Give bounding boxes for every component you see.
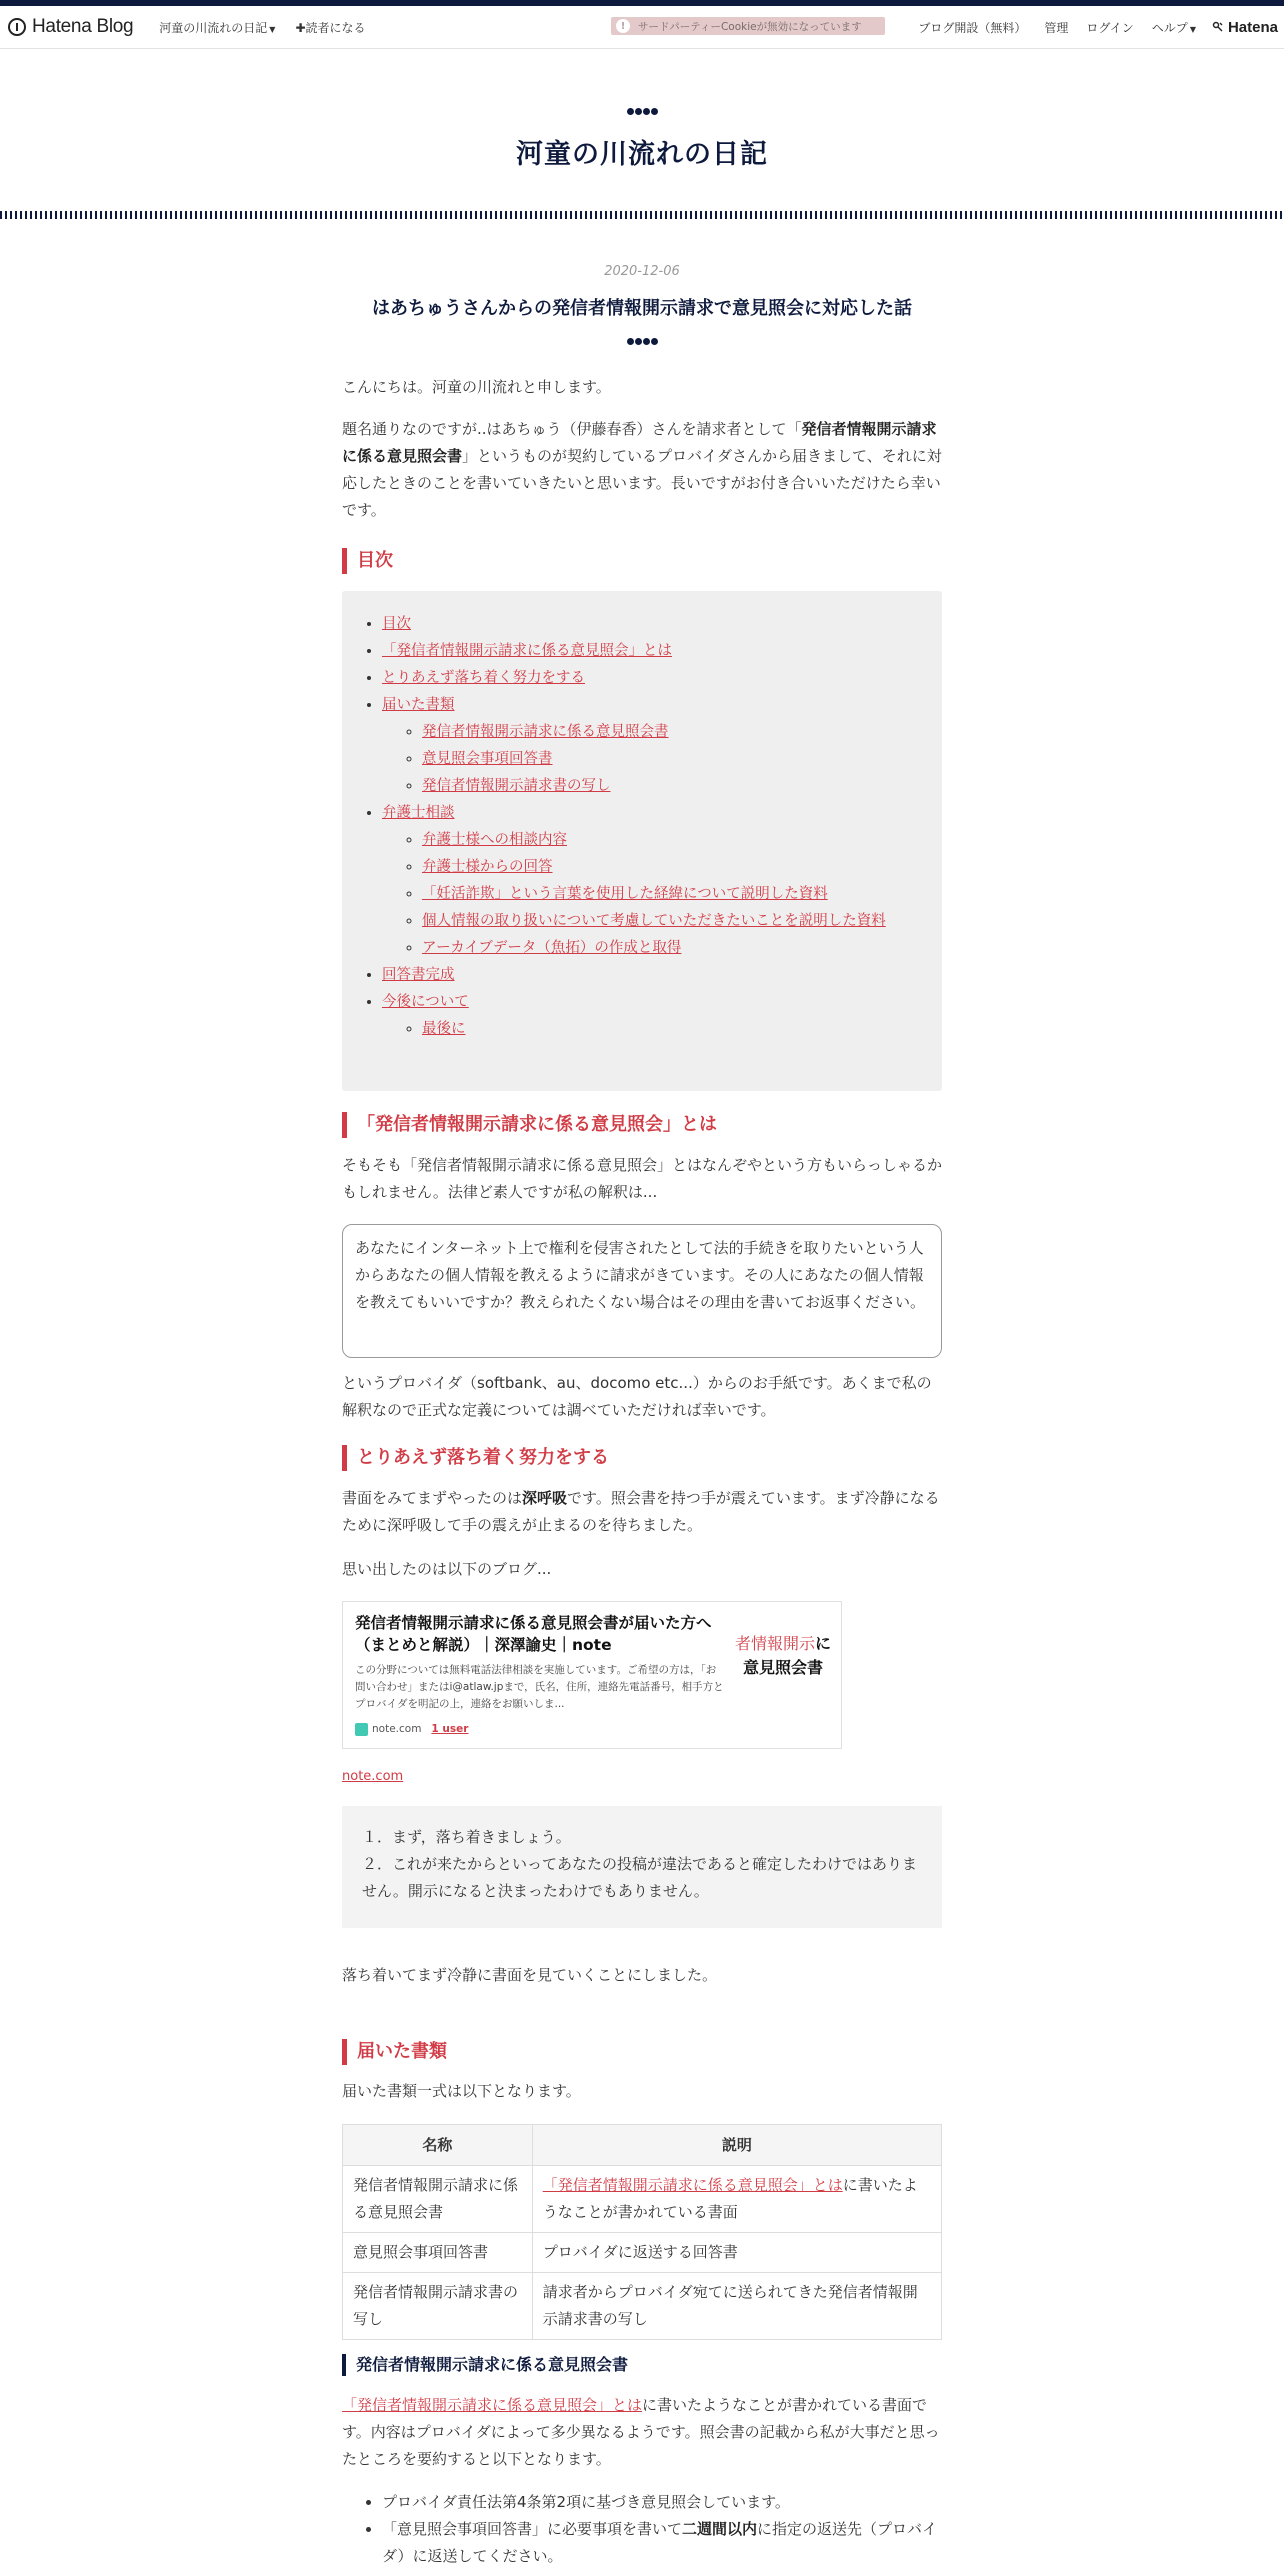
blog-card[interactable] [342,1601,842,1749]
intro-strong: 発信者情報開示請求に係る意見照会書 [342,420,937,465]
hatena-blog-logo-icon [8,18,26,36]
blog-menu-label: 河童の川流れの日記 [159,20,268,35]
toc-item [422,827,942,854]
info-icon: ! [616,19,630,33]
global-header [0,6,1284,49]
dots-ornament [342,338,942,345]
toc-item [382,962,942,989]
card-source-link[interactable]: note.com [342,1769,404,1784]
hatena-blog-logo[interactable] [8,16,133,38]
toc-link[interactable]: 目次 [382,616,411,632]
toc-heading: 目次 [342,548,942,574]
toc-link[interactable]: 発信者情報開示請求に係る意見照会書 [422,724,669,740]
toc-link[interactable]: 弁護士様への相談内容 [422,832,567,848]
quote-line: １．まず，落ち着きましょう。 [362,1828,571,1846]
blockquote [342,1806,942,1928]
toc-item [382,800,942,962]
toc-item [382,638,942,665]
thumb-text: に [815,1634,832,1653]
inline-link[interactable]: 「発信者情報開示請求に係る意見照会」とは [342,2396,643,2414]
header-stripe [0,211,1284,219]
toc-item [422,854,942,881]
intro-paragraph-2 [342,416,942,524]
hatena-logo[interactable] [1212,19,1278,36]
list-item [382,2516,942,2570]
toc-link[interactable]: 「妊活詐欺」という言葉を使用した経緯について説明した資料 [422,886,828,902]
quote-line: ２．これが来たからといってあなたの投稿が違法であると確定したわけではありません。開示になると決まったわけでもありません。 [362,1855,918,1900]
hatena-logo-text: Hatena [1227,18,1278,36]
list-text: に指定の返送先（プロバイダ）に返送してください。 [382,2520,938,2565]
table-cell: 意見照会事項回答書 [343,2233,533,2273]
toc-link[interactable]: 回答書完成 [382,967,455,983]
table-header: 名称 [343,2125,533,2166]
paragraph [342,1485,942,1539]
toc-link[interactable]: アーカイブデータ（魚拓）の作成と取得 [422,940,682,956]
entry-date[interactable]: 2020-12-06 [604,264,680,279]
toc-item [422,881,942,908]
toc-link[interactable]: 個人情報の取り扱いについて考慮していただきたいことを説明した資料 [422,913,886,929]
logo-text: Hatena Blog [32,16,134,37]
toc-link[interactable]: 届いた書類 [382,697,455,713]
open-blog-link[interactable]: ブログ開設（無料） [918,20,1027,35]
toc-item [382,989,942,1043]
help-label: ヘルプ [1151,20,1188,35]
definition-box [342,1224,942,1358]
card-footer [355,1716,468,1743]
section-heading: とりあえず落ち着く努力をする [342,1445,942,1471]
list-text: 「意見照会事項回答書」に必要事項を書いて [382,2520,683,2538]
table-cell-link[interactable]: 「発信者情報開示請求に係る意見照会」とは [542,2176,843,2194]
table-cell: 発信者情報開示請求書の写し [343,2273,533,2340]
paragraph-text: です。照会書を持つ手が震えています。まず冷静になるために深呼吸して手の震えが止まるのを待ちました。 [342,1489,940,1534]
table-cell: プロバイダに返送する回答書 [532,2233,941,2273]
table-header-row [343,2125,942,2166]
note-favicon-icon [355,1723,368,1736]
toc-item [382,692,942,800]
card-site: note.com [372,1723,422,1735]
list-item: • プロバイダ責任法第4条第2項に基づき意見照会しています。 [382,2489,942,2516]
paragraph: 思い出したのは以下のブログ... [342,1560,552,1578]
table-cell: 発信者情報開示請求に係る意見照会書 [343,2166,533,2233]
table-cell-text: に書いたようなことが書かれている書面 [542,2176,918,2221]
subsection-heading: 発信者情報開示請求に係る意見照会書 [342,2354,942,2376]
intro-paragraph: こんにちは。河童の川流れと申します。 [342,378,611,396]
thumb-text: 者情報開示 [734,1634,815,1653]
section-heading: 届いた書類 [342,2039,942,2065]
paragraph: そもそも「発信者情報開示請求に係る意見照会」とはなんぞやという方もいらっしゃるかもしれません。法律ど素人ですが私の解釈は... [342,1156,943,1201]
intro-text: 」というものが契約しているプロバイダさんから届きまして、それに対応したときのことを書いていきたいと思います。長いですがお付き合いいただけたら幸いです。 [342,447,942,519]
entry-title[interactable]: はあちゅうさんからの発信者情報開示請求で意見照会に対応した話 [372,298,912,319]
table-cell [532,2166,941,2233]
cookie-notice-text: サードパーティーCookieが無効になっています [638,20,862,33]
toc-item [422,773,942,800]
hatena-logo-icon [1212,21,1224,33]
toc-link[interactable]: 「発信者情報開示請求に係る意見照会」とは [382,643,672,659]
card-thumbnail[interactable] [728,1632,838,1680]
toc-item [382,665,942,692]
table-cell: 請求者からプロバイダ宛てに送られてきた発信者情報開示請求書の写し [532,2273,941,2340]
paragraph: 届いた書類一式は以下となります。 [342,2082,581,2100]
card-title[interactable]: 発信者情報開示請求に係る意見照会書が届いた方へ（まとめと解説）｜深澤諭史｜note [355,1614,712,1654]
toc-item [422,908,942,935]
help-dropdown[interactable] [1152,19,1196,36]
dots-ornament [0,108,1284,115]
blog-header [0,49,1284,211]
paragraph-strong: 深呼吸 [522,1489,568,1507]
caret-down-icon: ▼ [269,24,276,34]
table-row [343,2166,942,2233]
toc-item [422,719,942,746]
card-bookmark-users[interactable]: 1 user [431,1723,469,1735]
cookie-notice[interactable] [611,17,885,35]
blog-menu-dropdown[interactable] [159,19,275,36]
thumb-text: 意見照会書 [742,1658,823,1677]
table-header: 説明 [532,2125,941,2166]
paragraph-text: に書いたようなことが書かれている書面です。内容はプロバイダによって多少異なるようです。照会書の記載から私が大事だと思ったところを要約すると以下となります。 [342,2396,940,2468]
definition-text: あなたにインターネット上で権利を侵害されたとして法的手続きを取りたいという人からあなたの個人情報を教えるように請求がきています。その人にあなたの個人情報を教えてもいいですか？教えられたくない場合はその理由を書いてお返事ください。 [355,1239,926,1311]
subscribe-button[interactable]: ✚読者になる [295,20,366,35]
toc-link[interactable]: 今後について [382,994,469,1010]
blog-title[interactable]: 河童の川流れの日記 [516,139,768,170]
toc-link[interactable]: 最後に [422,1021,466,1037]
login-link[interactable]: ログイン [1086,20,1134,35]
toc-item [422,935,942,962]
toc-link[interactable]: 弁護士相談 [382,805,455,821]
paragraph [342,2392,942,2473]
toc-item [422,746,942,773]
toc-item [382,611,942,638]
toc-link[interactable]: 発信者情報開示請求書の写し [422,778,611,794]
table-row [343,2273,942,2340]
paragraph: というプロバイダ（softbank、au、docomo etc...）からのお手紙です。あくまで私の解釈なので正式な定義については調べていただければ幸いです。 [342,1374,932,1419]
toc-link[interactable]: 弁護士様からの回答 [422,859,553,875]
summary-list [342,2489,942,2570]
toc-item [422,1016,942,1043]
table-row [343,2233,942,2273]
paragraph: 落ち着いてまず冷静に書面を見ていくことにしました。 [342,1966,718,1984]
intro-text: 題名通りなのですが..はあちゅう（伊藤春香）さんを請求者として「 [342,420,802,438]
documents-table [342,2124,942,2340]
admin-link[interactable]: 管理 [1044,20,1069,35]
toc-link[interactable]: とりあえず落ち着く努力をする [382,670,585,686]
toc-link[interactable]: 意見照会事項回答書 [422,751,553,767]
list-strong: 二週間以内 [682,2520,758,2538]
section-heading: 「発信者情報開示請求に係る意見照会」とは [342,1112,942,1138]
caret-down-icon: ▼ [1189,24,1196,34]
paragraph-text: 書面をみてまずやったのは [342,1489,523,1507]
table-of-contents [342,591,942,1091]
card-description: この分野については無料電話法律相談を実施しています。ご希望の方は，「お問い合わせ」またはi@atlaw.jpまで，氏名，住所，連絡先電話番号，相手方とプロバイダを明記の上，連絡をお願いしま... [355,1664,724,1710]
